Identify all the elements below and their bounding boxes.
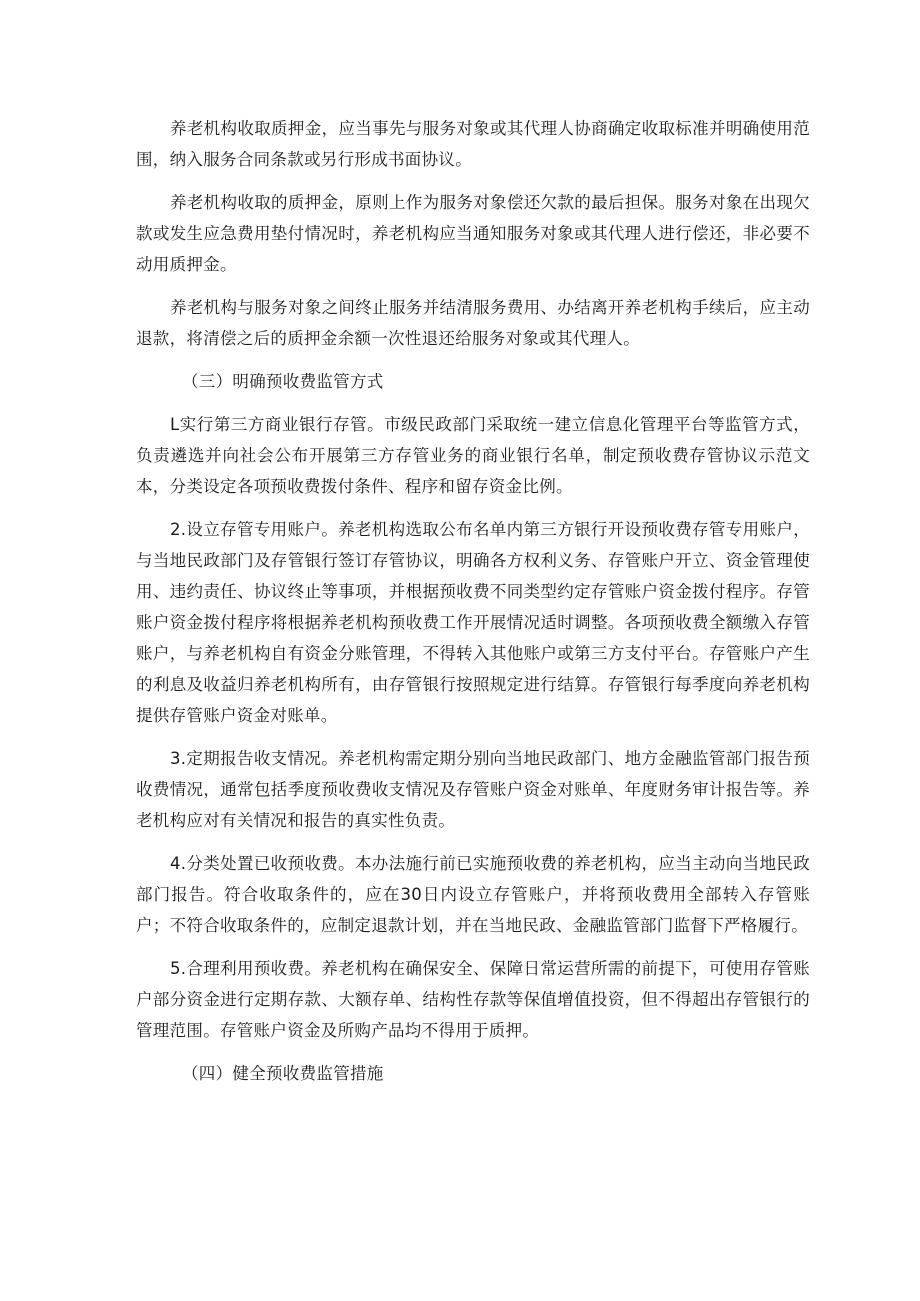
section-heading-3: （三）明确预收费监管方式 [182, 372, 384, 391]
paragraph-deposit-refund: 养老机构与服务对象之间终止服务并结清服务费用、办结离开养老机构手续后，应主动退款，将清偿之后的质押金余额一次性退还给服务对象或其代理人。 [136, 298, 810, 348]
list-item-5: 5.合理利用预收费。养老机构在确保安全、保障日常运营所需的前提下，可使用存管账户部分资金进行定期存款、大额存单、结构性存款等保值增值投资，但不得超出存管银行的管理范围。存管账户资金及所购产品均不得用于质押。 [136, 959, 810, 1040]
list-item-4: 4.分类处置已收预收费。本办法施行前已实施预收费的养老机构，应当主动向当地民政部门报告。符合收取条件的，应在30日内设立存管账户，并将预收费用全部转入存管账户；不符合收取条件的，应制定退款计划，并在当地民政、金融监管部门监督下严格履行。 [136, 854, 810, 935]
paragraph-deposit-collection: 养老机构收取质押金，应当事先与服务对象或其代理人协商确定收取标准并明确使用范围，纳入服务合同条款或另行形成书面协议。 [136, 119, 810, 169]
section-heading-4: （四）健全预收费监管措施 [182, 1064, 384, 1083]
list-item-1: L实行第三方商业银行存管。市级民政部门采取统一建立信息化管理平台等监管方式，负责遴选并向社会公布开展第三方存管业务的商业银行名单，制定预收费存管协议示范文本，分类设定各项预收费拨付条件、程序和留存资金比例。 [136, 415, 810, 496]
paragraph-deposit-guarantee: 养老机构收取的质押金，原则上作为服务对象偿还欠款的最后担保。服务对象在出现欠款或发生应急费用垫付情况时，养老机构应当通知服务对象或其代理人进行偿还，非必要不动用质押金。 [136, 193, 810, 274]
list-item-3: 3.定期报告收支情况。养老机构需定期分别向当地民政部门、地方金融监管部门报告预收费情况，通常包括季度预收费收支情况及存管账户资金对账单、年度财务审计报告等。养老机构应对有关情况和报告的真实性负责。 [136, 749, 810, 830]
list-item-2: 2.设立存管专用账户。养老机构选取公布名单内第三方银行开设预收费存管专用账户，与当地民政部门及存管银行签订存管协议，明确各方权利义务、存管账户开立、资金管理使用、违约责任、协议终止等事项，并根据预收费不同类型约定存管账户资金拨付程序。存管账户资金拨付程序将根据养老机构预收费工作开展情况适时调整。各项预收费全额缴入存管账户，与养老机构自有资金分账管理，不得转入其他账户或第三方支付平台。存管账户产生的利息及收益归养老机构所有，由存管银行按照规定进行结算。存管银行每季度向养老机构提供存管账户资金对账单。 [136, 520, 810, 725]
